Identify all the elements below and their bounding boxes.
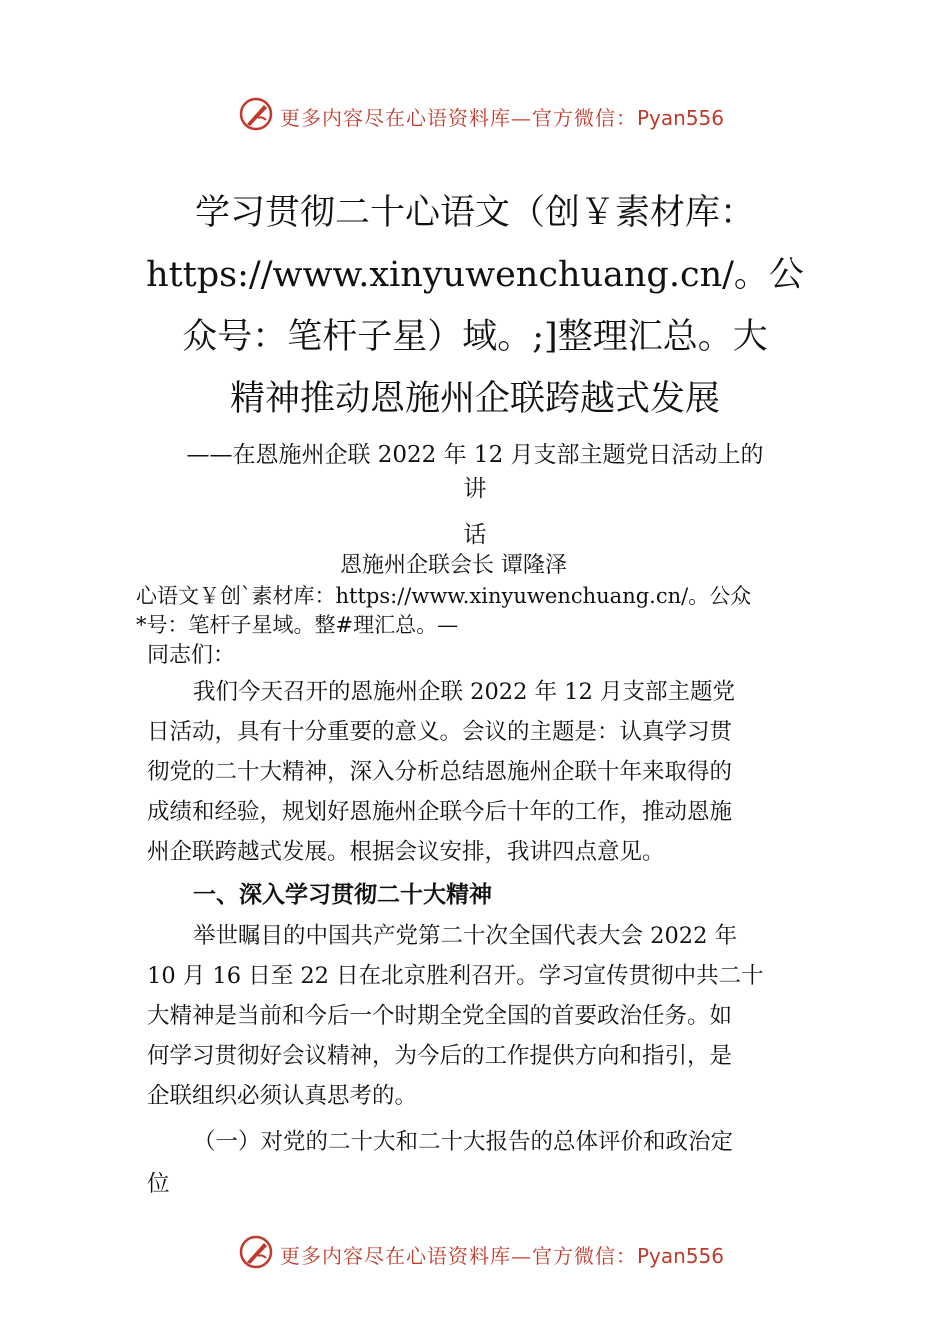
section-heading: 一、深入学习贯彻二十大精神 xyxy=(193,881,492,908)
para-line: 10 月 16 日至 22 日在北京胜利召开。学习宣传贯彻中共二十 xyxy=(147,963,764,989)
title-line: 学习贯彻二十心语文（创￥素材库： xyxy=(194,193,755,233)
para-line: 彻党的二十大精神，深入分析总结恩施州企联十年来取得的 xyxy=(147,759,733,785)
document-title xyxy=(130,182,820,430)
pen-seal-icon xyxy=(238,96,274,132)
title-line: https://www.xinyuwenchuang.cn/。公 xyxy=(146,255,804,295)
title-line: 精神推动恩施州企联跨越式发展 xyxy=(229,379,720,419)
para-line: 我们今天召开的恩施州企联 2022 年 12 月支部主题党 xyxy=(193,679,736,705)
salutation: 同志们： xyxy=(147,643,236,668)
wechat-id: Pyan556 xyxy=(637,1244,725,1268)
para-line: 成绩和经验，规划好恩施州企联今后十年的工作，推动恩施 xyxy=(147,799,733,825)
subtitle-line: 讲 xyxy=(463,476,487,502)
pen-seal-icon xyxy=(238,1234,274,1270)
paragraph-2 xyxy=(147,916,812,1116)
title-line: 众号：笔杆子星）域。;]整理汇总。大 xyxy=(182,317,768,357)
subsection-heading-cont: 位 xyxy=(147,1171,170,1197)
subtitle-line: 话 xyxy=(463,522,487,548)
watermark-line: *号：笔杆子星域。整#理汇总。— xyxy=(136,613,459,637)
subtitle-line: ——在恩施州企联 2022 年 12 月支部主题党日活动上的 xyxy=(186,442,764,468)
para-line: 州企联跨越式发展。根据会议安排，我讲四点意见。 xyxy=(147,839,665,865)
watermark-line: 心语文￥创`素材库：https://www.xinyuwenchuang.cn/。公众 xyxy=(136,584,752,608)
banner-text: 更多内容尽在心语资料库—官方微信：Pyan556 xyxy=(280,1244,725,1268)
author-line: 恩施州企联会长 谭隆泽 xyxy=(340,553,567,578)
banner-text: 更多内容尽在心语资料库—官方微信：Pyan556 xyxy=(280,106,725,130)
para-line: 企联组织必须认真思考的。 xyxy=(147,1083,418,1109)
paragraph-1 xyxy=(147,672,812,872)
header-banner xyxy=(0,94,950,134)
para-line: 大精神是当前和今后一个时期全党全国的首要政治任务。如 xyxy=(147,1003,733,1029)
para-line: 日活动，具有十分重要的意义。会议的主题是：认真学习贯 xyxy=(147,719,733,745)
subsection-heading: （一）对党的二十大和二十大报告的总体评价和政治定 xyxy=(193,1129,734,1155)
para-line: 举世瞩目的中国共产党第二十次全国代表大会 2022 年 xyxy=(193,923,738,949)
para-line: 何学习贯彻好会议精神，为今后的工作提供方向和指引，是 xyxy=(147,1043,733,1069)
footer-banner xyxy=(0,1232,950,1272)
wechat-id: Pyan556 xyxy=(637,106,725,130)
